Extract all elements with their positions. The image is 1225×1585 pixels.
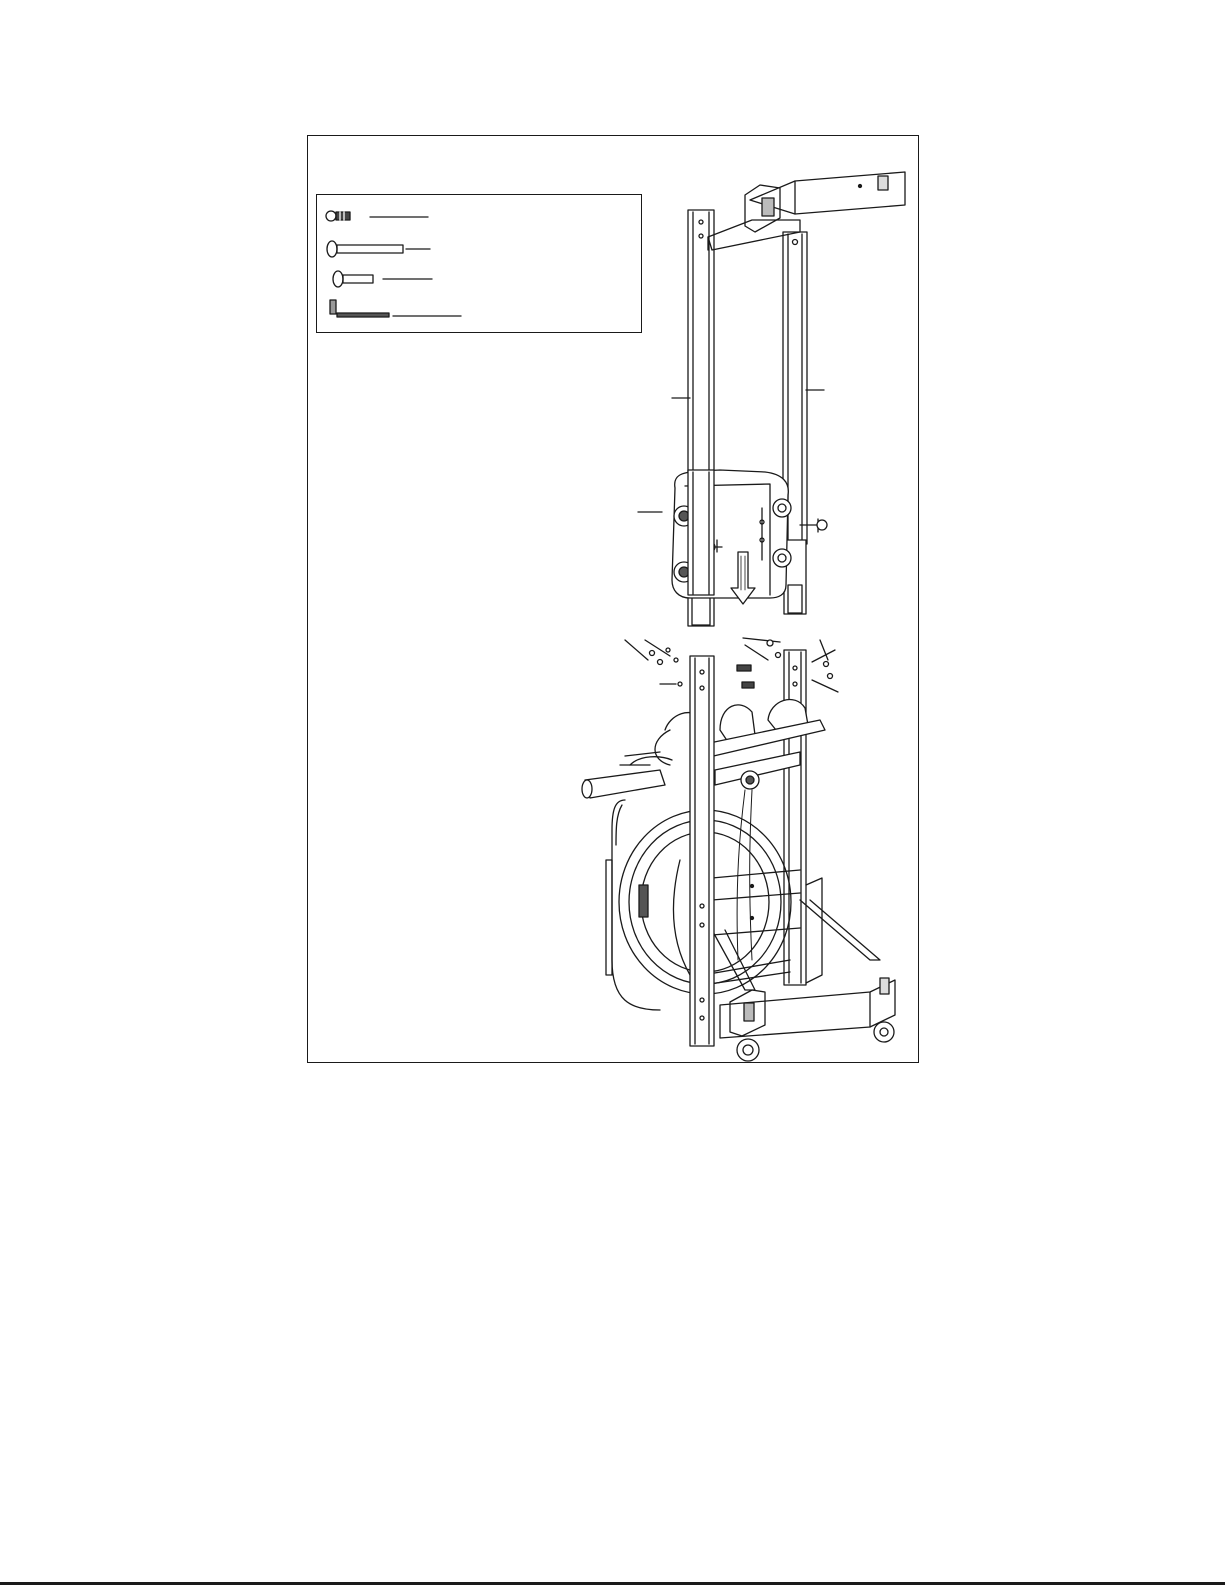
upper-left-rail-front [688,470,714,595]
lower-left-rail [690,656,714,1046]
socket-head-screw-icon [326,211,428,221]
allen-key-icon [330,300,461,317]
long-carriage-bolt-icon [327,241,430,257]
lower-frame [703,870,895,1061]
short-carriage-bolt-icon [333,271,432,287]
